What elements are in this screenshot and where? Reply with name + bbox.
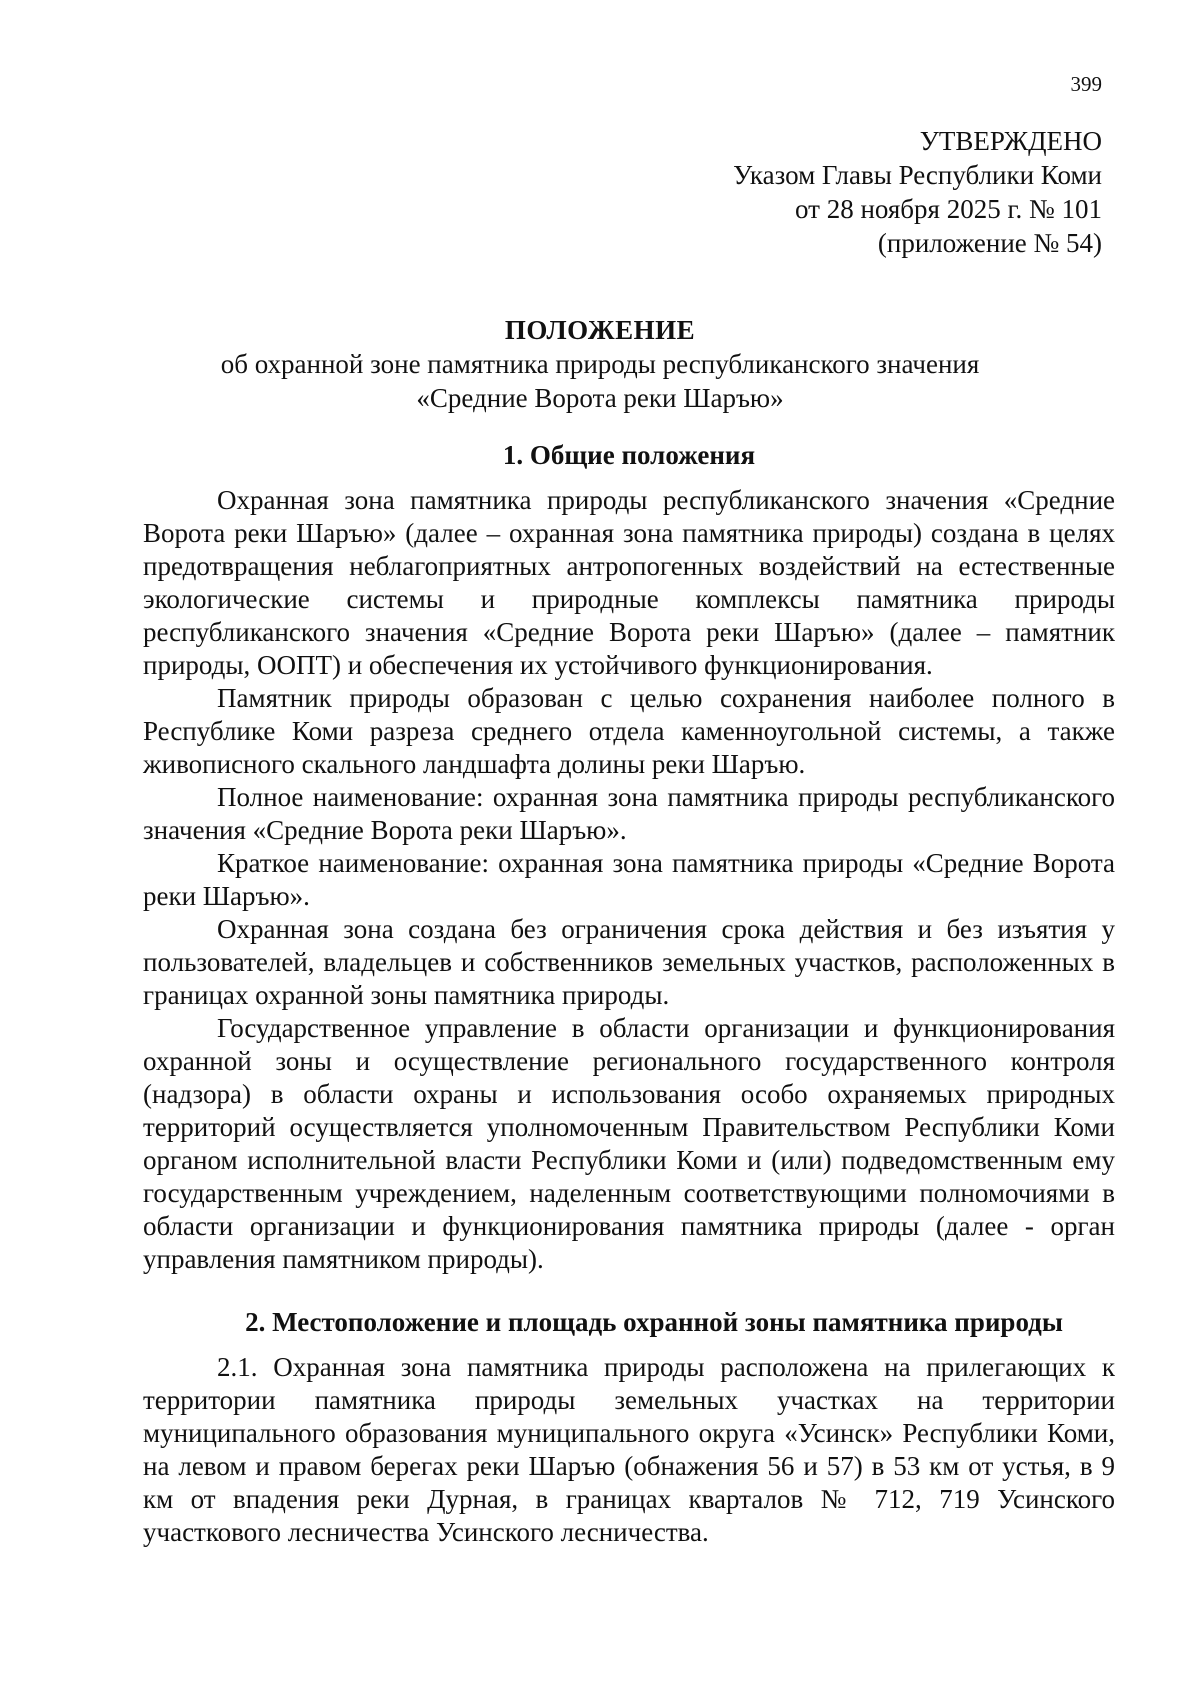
- approval-authority: Указом Главы Республики Коми: [733, 160, 1102, 190]
- document-subtitle-line1: об охранной зоне памятника природы республиканского значения: [220, 349, 980, 379]
- section-1-paragraph: Памятник природы образован с целью сохранения наиболее полного в Республике Коми разреза среднего отдела каменноугольной системы, а также живописного скального ландшафта долины реки Шаръю.: [143, 683, 1115, 779]
- section-1-paragraph: Охранная зона создана без ограничения срока действия и без изъятия у пользователей, владельцев и собственников земельных участков, расположенных в границах охранной зоны памятника природы.: [143, 914, 1115, 1010]
- approval-annex: (приложение № 54): [877, 228, 1102, 258]
- section-1-paragraph: Полное наименование: охранная зона памятника природы республиканского значения «Средние Ворота реки Шаръю».: [143, 782, 1115, 845]
- section-2-paragraph: 2.1. Охранная зона памятника природы расположена на прилегающих к территории памятника природы земельных участках на территории муниципального образования муниципального округа «Усинск» Республики Коми, на левом и правом берегах реки Шаръю (обнажения 56 и 57) в 53 км от устья, в 9 км от впадения реки Дурная, в границах кварталов № 712, 719 Усинского участкового лесничества Усинского лесничества.: [143, 1352, 1115, 1547]
- section-2-heading: 2. Местоположение и площадь охранной зоны памятника природы: [245, 1307, 1063, 1337]
- section-1-heading: 1. Общие положения: [502, 440, 756, 470]
- document-body: [143, 439, 1115, 1549]
- approval-date-number: от 28 ноября 2025 г. № 101: [795, 194, 1102, 224]
- page-number: 399: [1070, 72, 1102, 96]
- section-1-paragraph: Государственное управление в области организации и функционирования охранной зоны и осуществление регионального государственного контроля (надзора) в области охраны и использования особо охраняемых природных территорий осуществляется уполномоченным Правительством Республики Коми органом исполнительной власти Республики Коми и (или) подведомственным ему государственным учреждением, наделенным соответствующими полномочиями в области организации и функционирования памятника природы (далее - орган управления памятником природы).: [143, 1013, 1115, 1274]
- approval-stamp-block: [733, 124, 1102, 260]
- approval-heading: УТВЕРЖДЕНО: [919, 126, 1102, 156]
- document-title: ПОЛОЖЕНИЕ: [504, 315, 696, 345]
- document-subtitle-line2: «Средние Ворота реки Шаръю»: [416, 383, 784, 413]
- section-1-paragraph: Охранная зона памятника природы республиканского значения «Средние Ворота реки Шаръю» (далее – охранная зона памятника природы) создана в целях предотвращения неблагоприятных антропогенных воздействий на естественные экологические системы и природные комплексы памятника природы республиканского значения «Средние Ворота реки Шаръю» (далее – памятник природы, ООПТ) и обеспечения их устойчивого функционирования.: [143, 485, 1115, 680]
- document-title-block: [0, 313, 1200, 415]
- section-1-paragraph: Краткое наименование: охранная зона памятника природы «Средние Ворота реки Шаръю».: [143, 848, 1115, 911]
